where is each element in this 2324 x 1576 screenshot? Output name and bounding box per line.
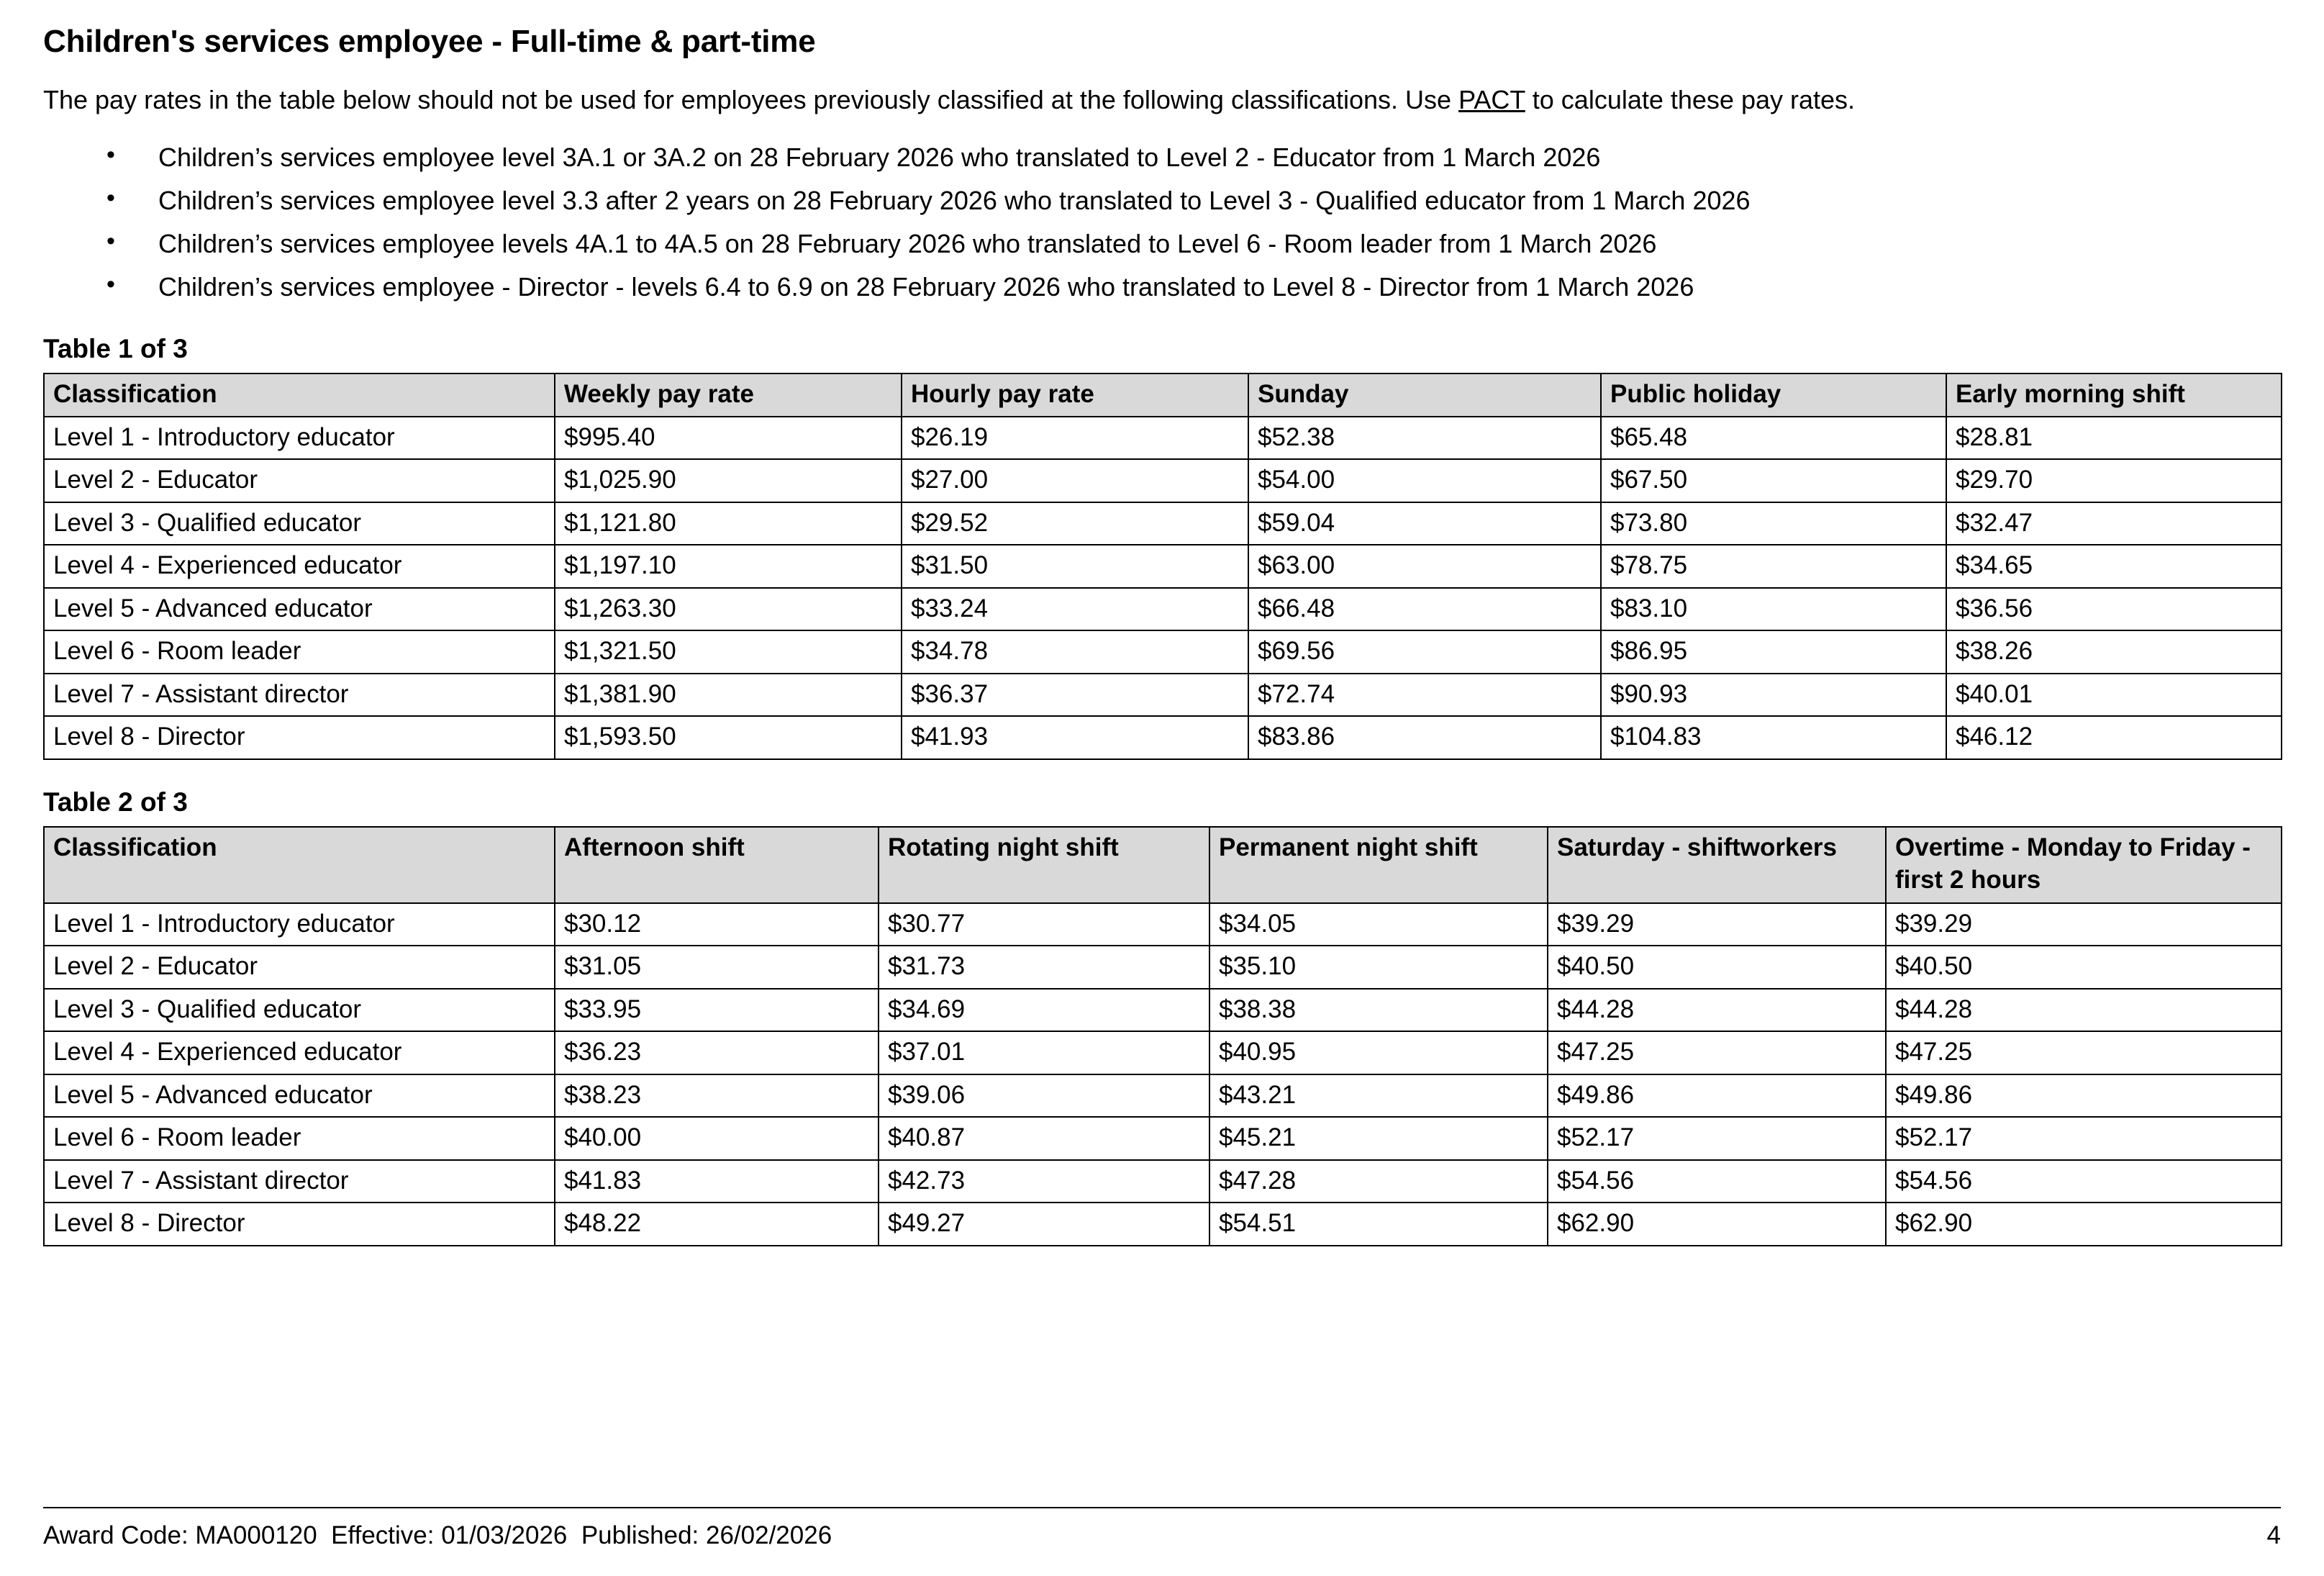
- cell-weekly-pay-rate: $1,197.10: [555, 545, 902, 588]
- cell-hourly-pay-rate: $26.19: [902, 417, 1248, 460]
- cell-sunday: $54.00: [1248, 459, 1601, 502]
- cell-afternoon-shift: $33.95: [555, 989, 879, 1032]
- pay-rates-table-1: [43, 373, 2282, 760]
- cell-classification: Level 5 - Advanced educator: [44, 588, 555, 631]
- cell-saturday-shiftworkers: $49.86: [1548, 1074, 1886, 1118]
- column-header-classification: Classification: [44, 827, 555, 903]
- cell-public-holiday: $78.75: [1601, 545, 1946, 588]
- cell-classification: Level 7 - Assistant director: [44, 1160, 555, 1203]
- intro-text-after-link: to calculate these pay rates.: [1525, 85, 1856, 114]
- intro-text-before-link: The pay rates in the table below should not be used for employees previously classified at the following classifications. Use: [43, 85, 1459, 114]
- table-row: [44, 989, 2282, 1032]
- list-item: • Children’s services employee level 3A.1 or 3A.2 on 28 February 2026 who translated to Level 2 - Educator from 1 March 2026: [106, 138, 2281, 177]
- cell-classification: Level 2 - Educator: [44, 459, 555, 502]
- column-header-public-holiday: Public holiday: [1601, 373, 1946, 417]
- cell-permanent-night-shift: $40.95: [1209, 1031, 1548, 1074]
- footer-meta: Award Code: MA000120 Effective: 01/03/2026 Published: 26/02/2026: [43, 1521, 832, 1549]
- cell-rotating-night-shift: $30.77: [879, 903, 1209, 946]
- column-header-weekly-pay-rate: Weekly pay rate: [555, 373, 902, 417]
- cell-public-holiday: $104.83: [1601, 716, 1946, 759]
- cell-overtime-first-2-hours: $54.56: [1886, 1160, 2282, 1203]
- page-footer: [43, 1507, 2281, 1550]
- cell-public-holiday: $67.50: [1601, 459, 1946, 502]
- table1-caption: Table 1 of 3: [43, 334, 188, 364]
- list-item: • Children’s services employee level 3.3 after 2 years on 28 February 2026 who translated to Level 3 - Qualified educator from 1 March 2026: [106, 181, 2281, 220]
- cell-rotating-night-shift: $49.27: [879, 1203, 1209, 1246]
- cell-hourly-pay-rate: $27.00: [902, 459, 1248, 502]
- cell-sunday: $52.38: [1248, 417, 1601, 460]
- table-row: [44, 588, 2282, 631]
- table-row: [44, 417, 2282, 460]
- cell-weekly-pay-rate: $1,121.80: [555, 502, 902, 545]
- cell-early-morning-shift: $40.01: [1946, 674, 2282, 717]
- cell-saturday-shiftworkers: $44.28: [1548, 989, 1886, 1032]
- cell-rotating-night-shift: $37.01: [879, 1031, 1209, 1074]
- cell-saturday-shiftworkers: $62.90: [1548, 1203, 1886, 1246]
- cell-permanent-night-shift: $43.21: [1209, 1074, 1548, 1118]
- table-header-row: [44, 373, 2282, 417]
- cell-classification: Level 8 - Director: [44, 1203, 555, 1246]
- cell-permanent-night-shift: $35.10: [1209, 946, 1548, 989]
- table-row: [44, 674, 2282, 717]
- cell-hourly-pay-rate: $31.50: [902, 545, 1248, 588]
- cell-classification: Level 7 - Assistant director: [44, 674, 555, 717]
- cell-rotating-night-shift: $31.73: [879, 946, 1209, 989]
- column-header-sunday: Sunday: [1248, 373, 1601, 417]
- cell-saturday-shiftworkers: $52.17: [1548, 1117, 1886, 1160]
- cell-public-holiday: $86.95: [1601, 630, 1946, 674]
- column-header-hourly-pay-rate: Hourly pay rate: [902, 373, 1248, 417]
- cell-classification: Level 3 - Qualified educator: [44, 989, 555, 1032]
- cell-sunday: $63.00: [1248, 545, 1601, 588]
- table-row: [44, 903, 2282, 946]
- pay-rates-table-2: [43, 826, 2282, 1246]
- cell-sunday: $66.48: [1248, 588, 1601, 631]
- classification-bullet-list: [43, 138, 2281, 307]
- cell-saturday-shiftworkers: $54.56: [1548, 1160, 1886, 1203]
- cell-afternoon-shift: $40.00: [555, 1117, 879, 1160]
- table-row: [44, 502, 2282, 545]
- cell-saturday-shiftworkers: $47.25: [1548, 1031, 1886, 1074]
- cell-public-holiday: $90.93: [1601, 674, 1946, 717]
- table1-header: [44, 373, 2282, 417]
- column-header-permanent-night-shift: Permanent night shift: [1209, 827, 1548, 903]
- cell-classification: Level 4 - Experienced educator: [44, 545, 555, 588]
- cell-overtime-first-2-hours: $44.28: [1886, 989, 2282, 1032]
- list-item: • Children’s services employee levels 4A.1 to 4A.5 on 28 February 2026 who translated to Level 6 - Room leader from 1 March 2026: [106, 225, 2281, 263]
- cell-classification: Level 2 - Educator: [44, 946, 555, 989]
- pact-link[interactable]: PACT: [1458, 85, 1525, 114]
- table2-header: [44, 827, 2282, 903]
- cell-overtime-first-2-hours: $47.25: [1886, 1031, 2282, 1074]
- cell-afternoon-shift: $30.12: [555, 903, 879, 946]
- column-header-classification: Classification: [44, 373, 555, 417]
- cell-saturday-shiftworkers: $39.29: [1548, 903, 1886, 946]
- cell-classification: Level 8 - Director: [44, 716, 555, 759]
- cell-classification: Level 6 - Room leader: [44, 630, 555, 674]
- column-header-overtime-monday-to-friday-first-2-hours: Overtime - Monday to Friday - first 2 hours: [1886, 827, 2282, 903]
- table2-body: [44, 903, 2282, 1246]
- cell-weekly-pay-rate: $1,593.50: [555, 716, 902, 759]
- cell-permanent-night-shift: $45.21: [1209, 1117, 1548, 1160]
- page-title: Children's services employee - Full-time & part-time: [43, 24, 816, 59]
- cell-weekly-pay-rate: $1,025.90: [555, 459, 902, 502]
- table-row: [44, 946, 2282, 989]
- table-row: [44, 630, 2282, 674]
- list-item: • Children’s services employee - Director - levels 6.4 to 6.9 on 28 February 2026 who translated to Level 8 - Director from 1 March 2026: [106, 268, 2281, 307]
- cell-permanent-night-shift: $34.05: [1209, 903, 1548, 946]
- table2-caption: Table 2 of 3: [43, 787, 188, 817]
- cell-overtime-first-2-hours: $62.90: [1886, 1203, 2282, 1246]
- column-header-early-morning-shift: Early morning shift: [1946, 373, 2282, 417]
- cell-afternoon-shift: $38.23: [555, 1074, 879, 1118]
- column-header-afternoon-shift: Afternoon shift: [555, 827, 879, 903]
- cell-permanent-night-shift: $54.51: [1209, 1203, 1548, 1246]
- cell-overtime-first-2-hours: $40.50: [1886, 946, 2282, 989]
- cell-rotating-night-shift: $34.69: [879, 989, 1209, 1032]
- cell-classification: Level 4 - Experienced educator: [44, 1031, 555, 1074]
- cell-early-morning-shift: $28.81: [1946, 417, 2282, 460]
- cell-early-morning-shift: $38.26: [1946, 630, 2282, 674]
- cell-weekly-pay-rate: $1,321.50: [555, 630, 902, 674]
- cell-public-holiday: $73.80: [1601, 502, 1946, 545]
- cell-rotating-night-shift: $40.87: [879, 1117, 1209, 1160]
- cell-early-morning-shift: $46.12: [1946, 716, 2282, 759]
- cell-permanent-night-shift: $47.28: [1209, 1160, 1548, 1203]
- cell-weekly-pay-rate: $1,381.90: [555, 674, 902, 717]
- cell-hourly-pay-rate: $41.93: [902, 716, 1248, 759]
- cell-afternoon-shift: $31.05: [555, 946, 879, 989]
- cell-hourly-pay-rate: $34.78: [902, 630, 1248, 674]
- cell-classification: Level 5 - Advanced educator: [44, 1074, 555, 1118]
- cell-permanent-night-shift: $38.38: [1209, 989, 1548, 1032]
- cell-weekly-pay-rate: $1,263.30: [555, 588, 902, 631]
- column-header-rotating-night-shift: Rotating night shift: [879, 827, 1209, 903]
- cell-early-morning-shift: $32.47: [1946, 502, 2282, 545]
- table-row: [44, 1203, 2282, 1246]
- cell-public-holiday: $83.10: [1601, 588, 1946, 631]
- table-row: [44, 716, 2282, 759]
- cell-early-morning-shift: $36.56: [1946, 588, 2282, 631]
- page-number: 4: [2266, 1521, 2281, 1549]
- cell-hourly-pay-rate: $36.37: [902, 674, 1248, 717]
- cell-classification: Level 6 - Room leader: [44, 1117, 555, 1160]
- cell-weekly-pay-rate: $995.40: [555, 417, 902, 460]
- cell-afternoon-shift: $48.22: [555, 1203, 879, 1246]
- cell-overtime-first-2-hours: $52.17: [1886, 1117, 2282, 1160]
- cell-overtime-first-2-hours: $49.86: [1886, 1074, 2282, 1118]
- intro-paragraph: [43, 81, 2266, 118]
- column-header-saturday-shiftworkers: Saturday - shiftworkers: [1548, 827, 1886, 903]
- table-row: [44, 459, 2282, 502]
- cell-rotating-night-shift: $42.73: [879, 1160, 1209, 1203]
- cell-sunday: $69.56: [1248, 630, 1601, 674]
- cell-classification: Level 3 - Qualified educator: [44, 502, 555, 545]
- table-header-row: [44, 827, 2282, 903]
- cell-rotating-night-shift: $39.06: [879, 1074, 1209, 1118]
- cell-afternoon-shift: $36.23: [555, 1031, 879, 1074]
- cell-overtime-first-2-hours: $39.29: [1886, 903, 2282, 946]
- cell-early-morning-shift: $34.65: [1946, 545, 2282, 588]
- table-row: [44, 1160, 2282, 1203]
- table-row: [44, 1117, 2282, 1160]
- cell-afternoon-shift: $41.83: [555, 1160, 879, 1203]
- cell-public-holiday: $65.48: [1601, 417, 1946, 460]
- cell-saturday-shiftworkers: $40.50: [1548, 946, 1886, 989]
- cell-classification: Level 1 - Introductory educator: [44, 417, 555, 460]
- cell-hourly-pay-rate: $29.52: [902, 502, 1248, 545]
- cell-classification: Level 1 - Introductory educator: [44, 903, 555, 946]
- table-row: [44, 545, 2282, 588]
- cell-sunday: $83.86: [1248, 716, 1601, 759]
- cell-hourly-pay-rate: $33.24: [902, 588, 1248, 631]
- cell-sunday: $72.74: [1248, 674, 1601, 717]
- table1-body: [44, 417, 2282, 759]
- table-row: [44, 1031, 2282, 1074]
- cell-sunday: $59.04: [1248, 502, 1601, 545]
- table-row: [44, 1074, 2282, 1118]
- cell-early-morning-shift: $29.70: [1946, 459, 2282, 502]
